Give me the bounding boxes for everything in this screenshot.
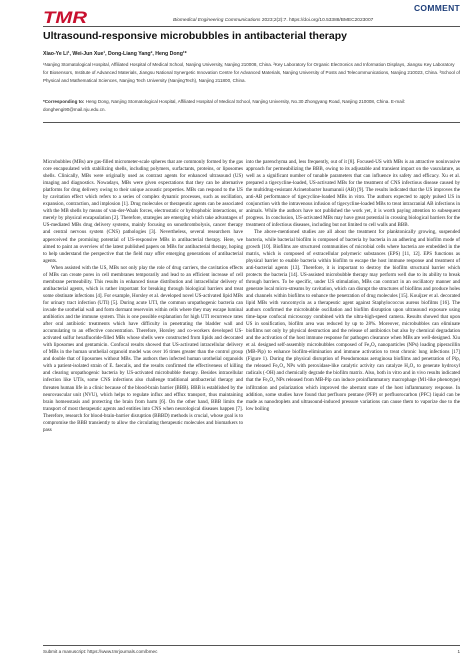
- journal-citation: [173, 18, 373, 23]
- body-paragraph: into the parenchyma and, less frequently, out of it [8]. Focused-US with MBs is an attractive noninvasive approach for permeabilizing the BBB, owing to its adjustable and transient impact on the vasculature, as well as a significant number of tunable parameters that can influence its safety and efficacy. Xu et al. prepared a tigecycline-loaded, US-activated MBs for the treatment of CNS infectious disease caused by the multidrug-resistant Acinetobacter baumannii (AB) [9]. The results indicated that the US improves the anti-AB performance of tigecycline-loaded MBs in vitro. The authors expected to apply pulsed US in conjunction with the intravenous infusion of tigecycline-loaded MBs to treat intracranial AB infections in animals. While the authors have not published the work yet, it is worth paying attention to subsequent progress. In conclusion, US-activated MBs may have great potential in crossing biological barriers for the treatment of infectious diseases, including but not limited to cell walls and BBB.: [246, 159, 460, 229]
- journal-name: Biomedical Engineering Communications: [173, 18, 261, 23]
- footer-divider: [43, 645, 460, 646]
- body-column-right: [246, 159, 460, 413]
- front-matter-divider: [43, 122, 460, 123]
- corresponding-text: Heng Dong, Nanjing Stomatological Hospital, Affiliated Hospital of Medical School, Nanjing University, No.30 Zhongyang Road, Nanjing 210008, China. E-mail: donghengi90@mail.nju.edu.cn.: [43, 99, 406, 113]
- body-paragraph: The above-mentioned studies are all about the treatment for planktonically growing, suspended bacteria, while bacterial biofilm is composed of bacteria by bacteria in an adhering and biofilm mode of growth [10]. Biofilms are structured communities of microbial cells where bacteria are embedded in the matrix, which is composed of extracellular polymeric substances (EPS) [11, 12]. EPS functions as physical barrier to enable bacteria within biofilm to escape the host immune response and treatment of anti-bacterial agents [13]. Therefore, it is important to destroy the biofilm structural barrier which protects the bacteria [14]. US-assisted microbubble therapy may perform well due to its ability to break through barriers. To be specific, under US stimulation, MBs can contract in an oscillatory manner and generate local micro-streams by cavitation, which can disrupt the structures of biofilms and produce holes and channels within biofilms to enhance the penetration of drug molecules [15]. Kouijzer et al. decorated lipid MBs with vancomycin as a therapeutic agent against Staphylococcus aureus biofilms [16]. The authors confirmed the microbubble oscillation and biofilm disruption upon ultrasound exposure using time-lapse confocal microscopy combined with the ultra-high-speed camera. Results showed that upon US in sonification, biofilm area was reduced by up to 28%. Moreover, microbubbles can eliminate biofilms not only by physical destruction and the release of antibiotics but also by chemical degradation and the activation of the host immune response for pathogen clearance when MBs are well-designed. Xiu et al. designed self-assembly microbubbles composed of Fe₃O₄ nanoparticles (NPs) loading piperacillin (MB-Pip) to enhance biofilm-elimination and immune activation to treat chronic lung infections [17] (Figure 1). During the physical disruption of Pseudomonas aeruginosa biofilms and penetration of Pip, the released Fe₃O₄ NPs with peroxidase-like catalytic activity can catalyze H₂O₂ to generate hydroxyl radicals (·OH) and chemically degrade the biofilm matrix. Also, both in vitro and in vivo results indicated that the Fe₃O₄ NPs released from MB-Pip can induce proinflammatory macrophage (M1-like phenotype) infiltration and polarization which improved the aberrant state of the host inflammatory response. In addition, some studies have found that perfluoro pentane (PFP) or perfluorocarbon (PFC) liquid can be made as nanodroplets and ultrasound-induced pressure variations can cause them to vaporize due to the low boiling: [246, 229, 461, 412]
- body-paragraph: Microbubbles (MBs) are gas-filled micrometer-scale spheres that are commonly formed by the gas core encapsulated with stabilizing shells, including polymers, surfactants, proteins, or liposomes shells. Clinically, MBs were originally used as contrast agents for enhanced ultrasound (US) imaging and diagnostics. Nowadays, MBs were given expectations that they can be alternative platforms for drug delivery owing to their unique acoustic properties. MBs can respond to the US by cavitation effect which refers to a series of complex dynamic processes, such as oscillation, expansion, contraction, and implosion [1]. Drug molecules or therapeutic agents can be associated with the MB shells by means of van-der-Waals forces, electrostatic or hydrophobic interactions, or merely by physical encapsulation [2]. Therefore, strategies are emerging which take advantages of US-mediated MBs drug delivery systems, mainly focusing on sonothrombolysis, cancer therapy and central nervous system (CNS) pathologies [3]. Nevertheless, several researchers have apperceived the promising potential of US-responsive MBs in antibacterial therapy. Here, we aimed to paint an overview of the latest published papers on MBs for antibacterial therapy, hoping to help understand the perspective that the field may offer emerging generations of antibacterial agents.: [43, 159, 243, 264]
- article-title: Ultrasound-responsive microbubbles in antibacterial therapy: [43, 30, 347, 42]
- svg-text:TMR: TMR: [43, 8, 88, 26]
- corresponding-author: [43, 98, 460, 114]
- page-number: 1: [457, 649, 460, 654]
- affiliations: ¹Nanjing Stomatological Hospital, Affiliated Hospital of Medical School, Nanjing University, Nanjing 210008, China. ²Key Laboratory for Organic Electronics and Information Displays, Jiangsu Key Laboratory for Biosensors, Institute of Advanced Materials, Jiangsu National Synergetic Innovation Centre for Advanced Materials, Nanjing University of Posts and Telecommunications, Nanjing 210023, China. ³School of Physical and Mathematical Sciences, Nanjing Tech University (NanjingTech), Nanjing 211800, China.: [43, 62, 460, 84]
- author-list: Xiao-Ye Li¹, Wei-Jun Xue¹, Dong-Liang Yang², Heng Dong¹*: [43, 51, 187, 57]
- article-type-label: COMMENT: [413, 3, 460, 13]
- body-paragraph: When assisted with the US, MBs not only play the role of drug carriers, the cavitation effects of MBs can create pores in cell membranes temporarily and lead to an efficient increase of cell membrane permeability. This results in enhanced tissue distribution and intracellular delivery of antibacterial agents, which is rather important for breaking through biological barriers and treat some obstinate infections [4]. For example, Horsley et al. developed novel US-activated lipid MBs for urinary tract infection (UTI) [5]. During acute UTI, the common uropathogenic bacteria can invade the urothelial wall and form dormant reservoirs within cells where they may escape luminal antibiotics and the immune system. This is one possible explanation for high UTI recurrence rates after oral antibiotic treatments which have difficulty in penetrating the bladder wall and accumulating to an effective concentration. Therefore, Horsley and co-workers developed US-activated sulfur hexafluoride-filled MBs whose shells were constructed from lipids and decorated with liposomes and gentamicin. Confocal results showed that US-activated intracellular delivery of MBs in the human urothelial organoid model was over 16 times greater than the control group and double that of liposomes without MBs. The authors then infected human urothelial organoids with a patient-isolated strain of E. faecalis, and the results confirmed the effectiveness of killing and clearing uropathogenic bacteria by US-activated microbubble therapy. Besides intracellular infection like UTIs, some CNS infections also challenge traditional antibacterial therapy and threaten human life in a clinic because of the blood-brain barrier (BBB). BBB is established by the neurovascular unit (NVU), which helps to regulate influx and efflux transport, thus maintaining brain homeostasis and protecting the brain from harm [6]. On the other hand, BBB limits the transport of most therapeutic agents and entities into CNS when neurological diseases happen [7]. Therefore, research for blood-brain-barrier disruption (BBBD) methods is crucial, whose goal is to compromise the BBB transiently to allow the circulating therapeutic molecules and biomarkers to pass: [43, 264, 243, 433]
- body-column-left: [43, 159, 243, 434]
- page-footer: [43, 649, 460, 654]
- submission-link[interactable]: Submit a manuscript: https://www.tmrjournals.com/bmec: [43, 649, 158, 654]
- doi-link[interactable]: https://doi.org/10.53388/BMEC2023007: [289, 18, 374, 23]
- corresponding-label: *Corresponding to:: [43, 99, 85, 104]
- journal-ref: 2023;2(2):7.: [261, 18, 288, 23]
- tmr-logo: [43, 8, 89, 26]
- header-divider: [43, 26, 460, 27]
